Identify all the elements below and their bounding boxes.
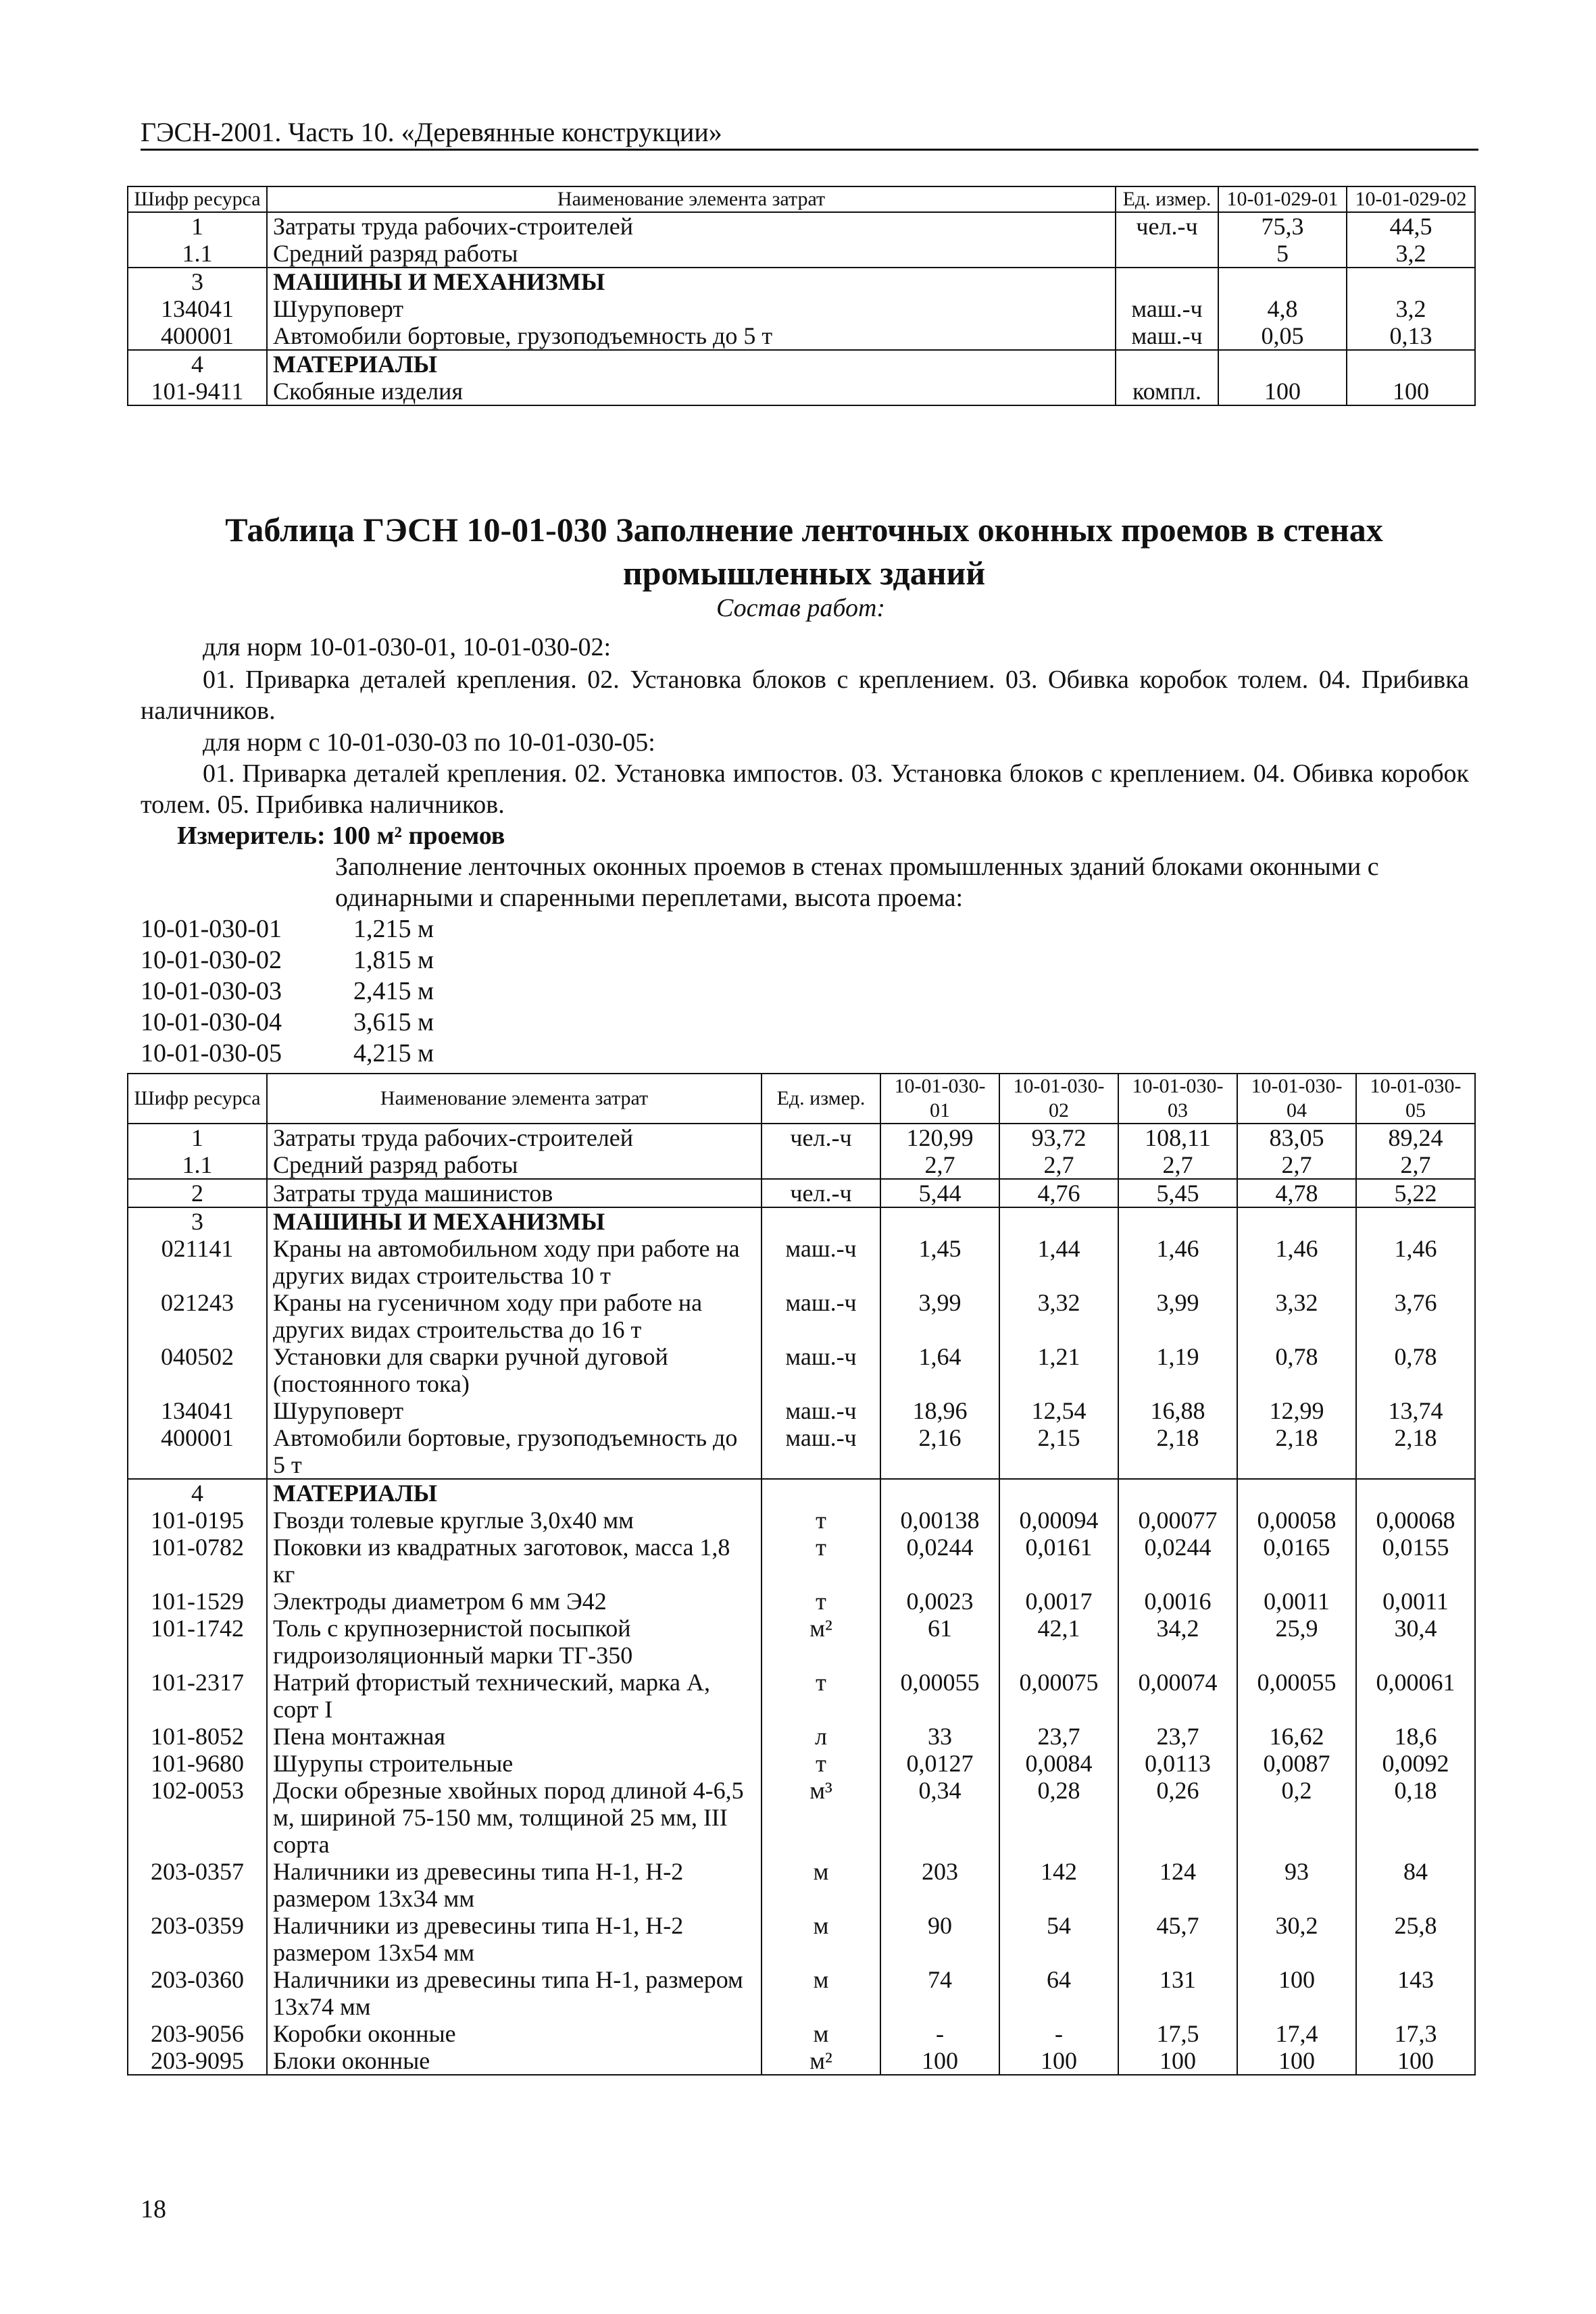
cell-value: 0,00068 bbox=[1356, 1507, 1475, 1534]
table-header bbox=[128, 1074, 1475, 1124]
cell-value: 0,0113 bbox=[1118, 1750, 1237, 1777]
table-row bbox=[128, 1669, 1475, 1723]
cell-code: 101-2317 bbox=[128, 1669, 267, 1723]
cell-value: 61 bbox=[880, 1615, 999, 1669]
header-unit: Ед. измер. bbox=[1116, 186, 1218, 212]
cell-value: 1,21 bbox=[999, 1343, 1118, 1397]
works-list-1: 01. Приварка деталей крепления. 02. Установка блоков с креплением. 03. Обивка коробок толем. 04. Прибивка наличников. bbox=[141, 665, 1469, 725]
table-row bbox=[128, 1151, 1475, 1179]
cell-value: 33 bbox=[880, 1723, 999, 1750]
cell-value: 108,11 bbox=[1118, 1124, 1237, 1151]
cell-value: 0,0244 bbox=[880, 1534, 999, 1588]
cell-name: Затраты труда рабочих-строителей bbox=[267, 212, 1116, 240]
cell-value: 16,88 bbox=[1118, 1397, 1237, 1424]
meter-line: Измеритель: 100 м² проемов bbox=[177, 822, 505, 850]
cell-value: 30,2 bbox=[1237, 1912, 1356, 1966]
cell-code: 4 bbox=[128, 350, 267, 378]
cell-value: 0,0092 bbox=[1356, 1750, 1475, 1777]
cell-unit: чел.-ч bbox=[762, 1124, 880, 1151]
cell-unit: маш.-ч bbox=[762, 1424, 880, 1479]
cell-value: 83,05 bbox=[1237, 1124, 1356, 1151]
cell-code: 3 bbox=[128, 268, 267, 295]
code-id: 10-01-030-01 bbox=[141, 915, 282, 943]
cell-name: Затраты труда машинистов bbox=[267, 1179, 762, 1207]
cell-name: Шуруповерт bbox=[267, 295, 1116, 322]
cell-code: 101-1529 bbox=[128, 1588, 267, 1615]
cell-value: 1,46 bbox=[1356, 1235, 1475, 1289]
cell-name: Толь с крупнозернистой посыпкой гидроизоляционный марки ТГ-350 bbox=[267, 1615, 762, 1669]
table-row bbox=[128, 1479, 1475, 1507]
cell-unit: чел.-ч bbox=[762, 1179, 880, 1207]
cell-value: 0,2 bbox=[1237, 1777, 1356, 1858]
cell-value: 0,00138 bbox=[880, 1507, 999, 1534]
norms-label-2: для норм с 10-01-030-03 по 10-01-030-05: bbox=[203, 728, 655, 757]
cell-value: 0,0084 bbox=[999, 1750, 1118, 1777]
cell-value: 0,0244 bbox=[1118, 1534, 1237, 1588]
cell-code: 101-0195 bbox=[128, 1507, 267, 1534]
resource-table-029 bbox=[127, 186, 1476, 406]
cell-value: 0,00058 bbox=[1237, 1507, 1356, 1534]
header-unit: Ед. измер. bbox=[762, 1074, 880, 1124]
table-row bbox=[128, 2047, 1475, 2075]
cell-value: 25,8 bbox=[1356, 1912, 1475, 1966]
cell-name: Гвозди толевые круглые 3,0x40 мм bbox=[267, 1507, 762, 1534]
cell-unit: чел.-ч bbox=[1116, 212, 1218, 240]
cell-unit: м² bbox=[762, 2047, 880, 2075]
cell-value: 2,7 bbox=[1118, 1151, 1237, 1179]
cell-value: - bbox=[999, 2020, 1118, 2047]
code-value: 4,215 м bbox=[353, 1039, 434, 1067]
table-row bbox=[128, 1777, 1475, 1858]
height-codes-list bbox=[141, 913, 434, 1069]
cell-value: 0,00074 bbox=[1118, 1669, 1237, 1723]
list-item bbox=[141, 913, 434, 945]
cell-value: 0,28 bbox=[999, 1777, 1118, 1858]
cell-value: 89,24 bbox=[1356, 1124, 1475, 1151]
header-col: 10-01-030-05 bbox=[1356, 1074, 1475, 1124]
table-row bbox=[128, 350, 1475, 378]
header-col: 10-01-029-01 bbox=[1218, 186, 1347, 212]
cell-value: 5,45 bbox=[1118, 1179, 1237, 1207]
code-id: 10-01-030-02 bbox=[141, 946, 282, 974]
cell-value: 1,44 bbox=[999, 1235, 1118, 1289]
cell-name: Средний разряд работы bbox=[267, 1151, 762, 1179]
cell-unit: т bbox=[762, 1588, 880, 1615]
cell-value bbox=[1237, 1479, 1356, 1507]
cell-value: 16,62 bbox=[1237, 1723, 1356, 1750]
table-header bbox=[128, 186, 1475, 212]
description: Заполнение ленточных оконных проемов в стенах промышленных зданий блоками оконными с одинарными и спаренными переплетами, высота проема: bbox=[335, 853, 1379, 912]
cell-value: 2,16 bbox=[880, 1424, 999, 1479]
cell-value: 100 bbox=[880, 2047, 999, 2075]
cell-name: Автомобили бортовые, грузоподъемность до 5 т bbox=[267, 1424, 762, 1479]
works-list-2: 01. Приварка деталей крепления. 02. Установка импостов. 03. Установка блоков с креплением. 04. Обивка коробок толем. 05. Прибивка наличников. bbox=[141, 759, 1469, 819]
table-row bbox=[128, 1179, 1475, 1207]
cell-unit: маш.-ч bbox=[762, 1397, 880, 1424]
cell-code: 1.1 bbox=[128, 240, 267, 268]
cell-value: 1,45 bbox=[880, 1235, 999, 1289]
cell-value: 0,00075 bbox=[999, 1669, 1118, 1723]
cell-value: 0,00077 bbox=[1118, 1507, 1237, 1534]
cell-value: 0,34 bbox=[880, 1777, 999, 1858]
cell-name: Пена монтажная bbox=[267, 1723, 762, 1750]
header-col: 10-01-030-02 bbox=[999, 1074, 1118, 1124]
cell-name: Краны на автомобильном ходу при работе на других видах строительства 10 т bbox=[267, 1235, 762, 1289]
cell-code: 203-0360 bbox=[128, 1966, 267, 2020]
cell-value: 1,46 bbox=[1118, 1235, 1237, 1289]
cell-value: 2,7 bbox=[999, 1151, 1118, 1179]
cell-code: 134041 bbox=[128, 1397, 267, 1424]
running-header: ГЭСН-2001. Часть 10. «Деревянные конструкции» bbox=[141, 117, 722, 147]
cell-unit bbox=[1116, 240, 1218, 268]
cell-unit: т bbox=[762, 1534, 880, 1588]
cell-value: 3,32 bbox=[999, 1289, 1118, 1343]
cell-code: 040502 bbox=[128, 1343, 267, 1397]
header-code: Шифр ресурса bbox=[128, 186, 267, 212]
cell-unit: маш.-ч bbox=[1116, 295, 1218, 322]
code-id: 10-01-030-04 bbox=[141, 1008, 282, 1036]
header-col: 10-01-029-02 bbox=[1347, 186, 1475, 212]
cell-value bbox=[1347, 268, 1475, 295]
cell-name: Доски обрезные хвойных пород длиной 4-6,5 м, шириной 75-150 мм, толщиной 25 мм, III сорта bbox=[267, 1777, 762, 1858]
cell-value: 2,7 bbox=[1356, 1151, 1475, 1179]
norms-label-1: для норм 10-01-030-01, 10-01-030-02: bbox=[203, 633, 612, 661]
cell-value: 0,0011 bbox=[1237, 1588, 1356, 1615]
list-item bbox=[141, 1007, 434, 1038]
header-rule bbox=[141, 149, 1478, 151]
header-name: Наименование элемента затрат bbox=[267, 186, 1116, 212]
cell-value: 0,26 bbox=[1118, 1777, 1237, 1858]
cell-value bbox=[1237, 1207, 1356, 1235]
cell-value: 0,78 bbox=[1356, 1343, 1475, 1397]
cell-code: 1 bbox=[128, 1124, 267, 1151]
cell-unit bbox=[1116, 268, 1218, 295]
cell-unit: маш.-ч bbox=[762, 1289, 880, 1343]
cell-value: 100 bbox=[999, 2047, 1118, 2075]
cell-unit: м bbox=[762, 1912, 880, 1966]
cell-value: 0,00094 bbox=[999, 1507, 1118, 1534]
cell-value: 100 bbox=[1237, 2047, 1356, 2075]
cell-unit: м bbox=[762, 2020, 880, 2047]
cell-value: 34,2 bbox=[1118, 1615, 1237, 1669]
cell-value: 74 bbox=[880, 1966, 999, 2020]
cell-value: 30,4 bbox=[1356, 1615, 1475, 1669]
cell-name: МАШИНЫ И МЕХАНИЗМЫ bbox=[267, 268, 1116, 295]
cell-code: 400001 bbox=[128, 322, 267, 350]
cell-value bbox=[1356, 1207, 1475, 1235]
cell-name: Блоки оконные bbox=[267, 2047, 762, 2075]
page-number: 18 bbox=[141, 2195, 166, 2223]
cell-code: 101-9680 bbox=[128, 1750, 267, 1777]
code-value: 2,415 м bbox=[353, 977, 434, 1005]
cell-code: 101-0782 bbox=[128, 1534, 267, 1588]
cell-unit: м bbox=[762, 1966, 880, 2020]
cell-name: Наличники из древесины типа Н-1, Н-2 размером 13х34 мм bbox=[267, 1858, 762, 1912]
cell-code: 101-8052 bbox=[128, 1723, 267, 1750]
cell-code: 203-0357 bbox=[128, 1858, 267, 1912]
header-col: 10-01-030-01 bbox=[880, 1074, 999, 1124]
header-name: Наименование элемента затрат bbox=[267, 1074, 762, 1124]
cell-unit: маш.-ч bbox=[762, 1343, 880, 1397]
cell-value: 23,7 bbox=[999, 1723, 1118, 1750]
code-value: 1,815 м bbox=[353, 946, 434, 974]
cell-value: 1,46 bbox=[1237, 1235, 1356, 1289]
cell-value: 0,0127 bbox=[880, 1750, 999, 1777]
cell-code: 4 bbox=[128, 1479, 267, 1507]
cell-unit: т bbox=[762, 1669, 880, 1723]
cell-value: 1,64 bbox=[880, 1343, 999, 1397]
cell-unit: м² bbox=[762, 1615, 880, 1669]
header-col: 10-01-030-03 bbox=[1118, 1074, 1237, 1124]
cell-code: 021243 bbox=[128, 1289, 267, 1343]
cell-value: 0,13 bbox=[1347, 322, 1475, 350]
cell-value: 3,2 bbox=[1347, 240, 1475, 268]
cell-unit: м³ bbox=[762, 1777, 880, 1858]
cell-value bbox=[999, 1207, 1118, 1235]
cell-value: 5,22 bbox=[1356, 1179, 1475, 1207]
cell-value: 124 bbox=[1118, 1858, 1237, 1912]
cell-value: 93 bbox=[1237, 1858, 1356, 1912]
cell-code: 2 bbox=[128, 1179, 267, 1207]
cell-value: 93,72 bbox=[999, 1124, 1118, 1151]
cell-value: 5 bbox=[1218, 240, 1347, 268]
cell-value bbox=[999, 1479, 1118, 1507]
cell-value: 18,96 bbox=[880, 1397, 999, 1424]
cell-code: 1.1 bbox=[128, 1151, 267, 1179]
table-row bbox=[128, 1397, 1475, 1424]
cell-value: 5,44 bbox=[880, 1179, 999, 1207]
cell-code: 021141 bbox=[128, 1235, 267, 1289]
cell-value: 0,0011 bbox=[1356, 1588, 1475, 1615]
cell-value: 0,00055 bbox=[1237, 1669, 1356, 1723]
table-row bbox=[128, 295, 1475, 322]
cell-unit bbox=[762, 1151, 880, 1179]
table-row bbox=[128, 1207, 1475, 1235]
cell-name: МАТЕРИАЛЫ bbox=[267, 350, 1116, 378]
cell-value: 18,6 bbox=[1356, 1723, 1475, 1750]
cell-value bbox=[1356, 1479, 1475, 1507]
cell-value: 0,0155 bbox=[1356, 1534, 1475, 1588]
cell-name: МАШИНЫ И МЕХАНИЗМЫ bbox=[267, 1207, 762, 1235]
cell-value: 64 bbox=[999, 1966, 1118, 2020]
cell-value: 3,99 bbox=[1118, 1289, 1237, 1343]
cell-value: 0,00061 bbox=[1356, 1669, 1475, 1723]
cell-value: 131 bbox=[1118, 1966, 1237, 2020]
cell-name: Шуруповерт bbox=[267, 1397, 762, 1424]
work-composition-heading: Состав работ: bbox=[716, 594, 886, 622]
table-row bbox=[128, 212, 1475, 240]
cell-value: 2,15 bbox=[999, 1424, 1118, 1479]
list-item bbox=[141, 976, 434, 1007]
cell-value bbox=[1347, 350, 1475, 378]
cell-value: 3,99 bbox=[880, 1289, 999, 1343]
table-row bbox=[128, 1343, 1475, 1397]
cell-value: 0,0165 bbox=[1237, 1534, 1356, 1588]
cell-unit: м bbox=[762, 1858, 880, 1912]
cell-code: 203-0359 bbox=[128, 1912, 267, 1966]
cell-name: Краны на гусеничном ходу при работе на других видах строительства до 16 т bbox=[267, 1289, 762, 1343]
cell-unit: т bbox=[762, 1507, 880, 1534]
cell-value: 100 bbox=[1218, 378, 1347, 405]
cell-value: 2,7 bbox=[1237, 1151, 1356, 1179]
cell-value: 4,78 bbox=[1237, 1179, 1356, 1207]
cell-name: Электроды диаметром 6 мм Э42 bbox=[267, 1588, 762, 1615]
cell-name: Установки для сварки ручной дуговой (постоянного тока) bbox=[267, 1343, 762, 1397]
header-col: 10-01-030-04 bbox=[1237, 1074, 1356, 1124]
cell-name: МАТЕРИАЛЫ bbox=[267, 1479, 762, 1507]
cell-unit: компл. bbox=[1116, 378, 1218, 405]
code-id: 10-01-030-05 bbox=[141, 1039, 282, 1067]
cell-value: 0,0017 bbox=[999, 1588, 1118, 1615]
table-row bbox=[128, 1966, 1475, 2020]
cell-value bbox=[1218, 268, 1347, 295]
cell-value: 44,5 bbox=[1347, 212, 1475, 240]
table-row bbox=[128, 1289, 1475, 1343]
cell-name: Автомобили бортовые, грузоподъемность до 5 т bbox=[267, 322, 1116, 350]
cell-value: - bbox=[880, 2020, 999, 2047]
cell-value: 12,54 bbox=[999, 1397, 1118, 1424]
cell-value: 3,2 bbox=[1347, 295, 1475, 322]
cell-value: 100 bbox=[1237, 1966, 1356, 2020]
cell-value: 0,0023 bbox=[880, 1588, 999, 1615]
table-row bbox=[128, 1588, 1475, 1615]
table-row bbox=[128, 240, 1475, 268]
cell-value: 100 bbox=[1118, 2047, 1237, 2075]
cell-value: 12,99 bbox=[1237, 1397, 1356, 1424]
cell-value bbox=[1118, 1207, 1237, 1235]
cell-name: Средний разряд работы bbox=[267, 240, 1116, 268]
cell-code: 3 bbox=[128, 1207, 267, 1235]
cell-value: 17,3 bbox=[1356, 2020, 1475, 2047]
cell-value: 143 bbox=[1356, 1966, 1475, 2020]
cell-value: 203 bbox=[880, 1858, 999, 1912]
table-row bbox=[128, 1534, 1475, 1588]
table-row bbox=[128, 322, 1475, 350]
cell-name: Поковки из квадратных заготовок, масса 1,8 кг bbox=[267, 1534, 762, 1588]
cell-value: 3,32 bbox=[1237, 1289, 1356, 1343]
cell-value: 45,7 bbox=[1118, 1912, 1237, 1966]
cell-value: 0,0161 bbox=[999, 1534, 1118, 1588]
cell-unit: маш.-ч bbox=[1116, 322, 1218, 350]
table-row bbox=[128, 1424, 1475, 1479]
cell-code: 101-9411 bbox=[128, 378, 267, 405]
cell-code: 400001 bbox=[128, 1424, 267, 1479]
cell-value: 2,7 bbox=[880, 1151, 999, 1179]
list-item bbox=[141, 945, 434, 976]
cell-unit bbox=[762, 1479, 880, 1507]
cell-name: Натрий фтористый технический, марка А, сорт I bbox=[267, 1669, 762, 1723]
cell-unit: т bbox=[762, 1750, 880, 1777]
cell-value bbox=[1218, 350, 1347, 378]
cell-code: 101-1742 bbox=[128, 1615, 267, 1669]
cell-unit: л bbox=[762, 1723, 880, 1750]
cell-name: Шурупы строительные bbox=[267, 1750, 762, 1777]
table-row bbox=[128, 1507, 1475, 1534]
cell-unit: маш.-ч bbox=[762, 1235, 880, 1289]
cell-name: Наличники из древесины типа Н-1, Н-2 размером 13х54 мм bbox=[267, 1912, 762, 1966]
cell-value: 4,8 bbox=[1218, 295, 1347, 322]
cell-value: 0,05 bbox=[1218, 322, 1347, 350]
cell-value: 0,78 bbox=[1237, 1343, 1356, 1397]
cell-value: 13,74 bbox=[1356, 1397, 1475, 1424]
cell-value: 23,7 bbox=[1118, 1723, 1237, 1750]
list-item bbox=[141, 1038, 434, 1069]
cell-name: Затраты труда рабочих-строителей bbox=[267, 1124, 762, 1151]
cell-value: 4,76 bbox=[999, 1179, 1118, 1207]
cell-value: 42,1 bbox=[999, 1615, 1118, 1669]
cell-value: 2,18 bbox=[1118, 1424, 1237, 1479]
table-title: Таблица ГЭСН 10-01-030 Заполнение ленточных оконных проемов в стенах bbox=[225, 511, 1383, 549]
cell-value: 142 bbox=[999, 1858, 1118, 1912]
cell-code: 1 bbox=[128, 212, 267, 240]
table-row bbox=[128, 2020, 1475, 2047]
cell-value: 17,4 bbox=[1237, 2020, 1356, 2047]
table-row bbox=[128, 1124, 1475, 1151]
cell-value: 2,18 bbox=[1237, 1424, 1356, 1479]
cell-value bbox=[880, 1479, 999, 1507]
cell-value: 75,3 bbox=[1218, 212, 1347, 240]
cell-value bbox=[1118, 1479, 1237, 1507]
cell-value: 0,18 bbox=[1356, 1777, 1475, 1858]
cell-value: 1,19 bbox=[1118, 1343, 1237, 1397]
cell-value bbox=[880, 1207, 999, 1235]
table-row bbox=[128, 1723, 1475, 1750]
cell-unit bbox=[762, 1207, 880, 1235]
cell-code: 102-0053 bbox=[128, 1777, 267, 1858]
cell-value: 90 bbox=[880, 1912, 999, 1966]
cell-value: 100 bbox=[1356, 2047, 1475, 2075]
cell-value: 25,9 bbox=[1237, 1615, 1356, 1669]
resource-table-030 bbox=[127, 1073, 1476, 2076]
cell-unit bbox=[1116, 350, 1218, 378]
cell-code: 203-9056 bbox=[128, 2020, 267, 2047]
table-row bbox=[128, 1235, 1475, 1289]
cell-value: 17,5 bbox=[1118, 2020, 1237, 2047]
header-code: Шифр ресурса bbox=[128, 1074, 267, 1124]
cell-value: 100 bbox=[1347, 378, 1475, 405]
code-id: 10-01-030-03 bbox=[141, 977, 282, 1005]
code-value: 3,615 м bbox=[353, 1008, 434, 1036]
cell-value: 0,00055 bbox=[880, 1669, 999, 1723]
cell-value: 84 bbox=[1356, 1858, 1475, 1912]
cell-value: 3,76 bbox=[1356, 1289, 1475, 1343]
cell-value: 54 bbox=[999, 1912, 1118, 1966]
table-row bbox=[128, 1615, 1475, 1669]
cell-value: 120,99 bbox=[880, 1124, 999, 1151]
table-row bbox=[128, 378, 1475, 405]
cell-value: 0,0016 bbox=[1118, 1588, 1237, 1615]
cell-value: 2,18 bbox=[1356, 1424, 1475, 1479]
cell-name: Наличники из древесины типа Н-1, размером 13х74 мм bbox=[267, 1966, 762, 2020]
cell-value: 0,0087 bbox=[1237, 1750, 1356, 1777]
table-title-line2: промышленных зданий bbox=[622, 554, 986, 592]
cell-code: 134041 bbox=[128, 295, 267, 322]
code-value: 1,215 м bbox=[353, 915, 434, 943]
table-row bbox=[128, 1912, 1475, 1966]
cell-name: Скобяные изделия bbox=[267, 378, 1116, 405]
cell-code: 203-9095 bbox=[128, 2047, 267, 2075]
table-row bbox=[128, 1750, 1475, 1777]
table-row bbox=[128, 268, 1475, 295]
table-body bbox=[128, 1124, 1475, 2075]
cell-name: Коробки оконные bbox=[267, 2020, 762, 2047]
table-row bbox=[128, 1858, 1475, 1912]
